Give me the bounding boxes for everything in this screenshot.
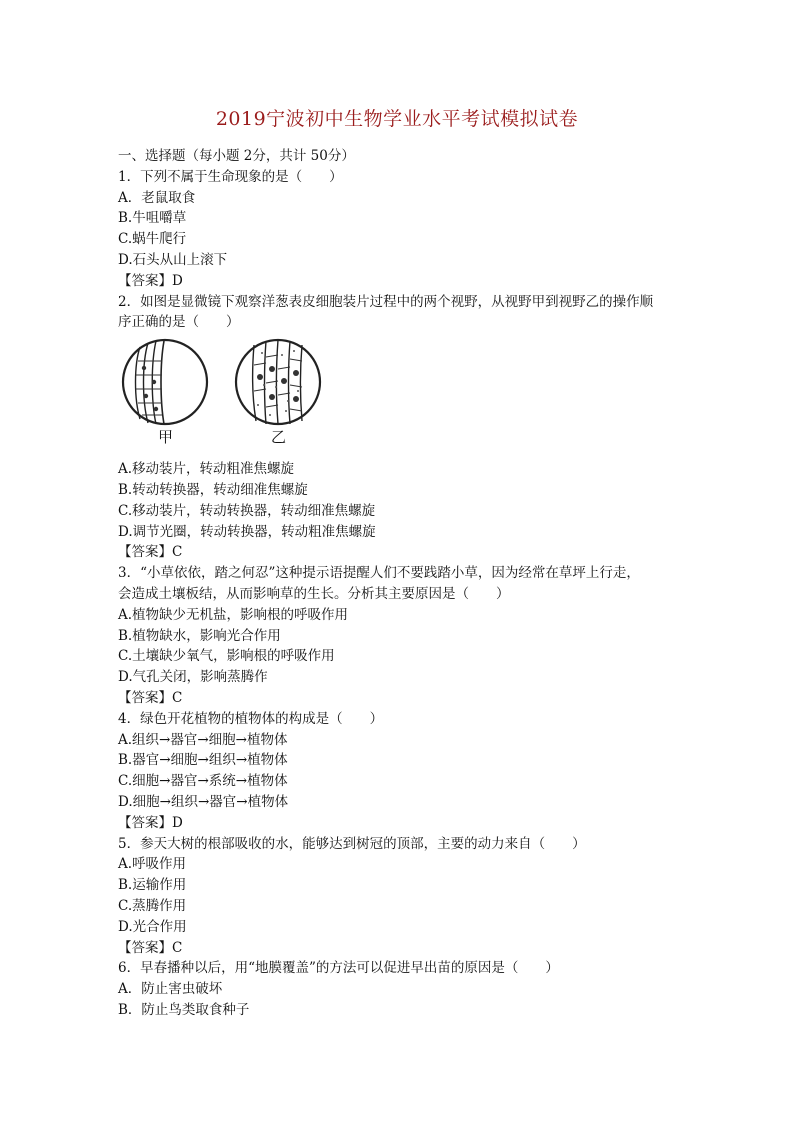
view-jia-drawing [123,340,207,424]
question-2-stem-line-2: 序正确的是（ ） [118,314,240,331]
question-4-option-a: A.组织→器官→细胞→植物体 [118,731,288,748]
page-title: 2019宁波初中生物学业水平考试模拟试卷 [215,108,579,130]
question-1-option-c: C.蜗牛爬行 [118,231,187,248]
microscope-views-illustration [118,335,338,459]
question-3-stem-line-1: 3．“小草依依，踏之何忍”这种提示语提醒人们不要践踏小草，因为经常在草坪上行走， [118,565,640,582]
question-5-stem: 5．参天大树的根部吸收的水，能够达到树冠的顶部，主要的动力来自（ ） [118,835,586,852]
question-5-option-c: C.蒸腾作用 [118,897,187,914]
section-heading: 一、选择题（每小题 2分，共计 50分） [118,148,355,164]
question-1-option-b: B.牛咀嚼草 [118,210,187,227]
view-yi-drawing [236,340,320,424]
question-4-option-d: D.细胞→组织→器官→植物体 [118,793,289,810]
question-2-option-b: B.转动转换器，转动细准焦螺旋 [118,481,308,498]
figure-label-jia: 甲 [158,428,174,447]
question-5-option-a: A.呼吸作用 [118,856,187,873]
question-4-stem: 4．绿色开花植物的植物体的构成是（ ） [118,710,384,727]
question-5-option-b: B.运输作用 [118,877,187,894]
question-6-option-a: A．防止害虫破坏 [118,981,223,998]
question-3-option-d: D.气孔关闭，影响蒸腾作 [118,669,268,686]
question-5-answer: 【答案】C [118,939,183,956]
question-6-option-b: B．防止鸟类取食种子 [118,1001,250,1018]
question-3-option-b: B.植物缺水，影响光合作用 [118,627,281,644]
question-2-option-d: D.调节光圈，转动转换器，转动粗准焦螺旋 [118,523,376,540]
question-2-stem-line-1: 2．如图是显微镜下观察洋葱表皮细胞装片过程中的两个视野，从视野甲到视野乙的操作顺 [118,293,654,310]
question-1-stem: 1．下列不属于生命现象的是（ ） [118,168,343,185]
question-1-answer: 【答案】D [118,272,183,289]
microscope-figure [118,335,678,459]
figure-label-yi: 乙 [271,428,287,447]
question-3-option-a: A.植物缺少无机盐，影响根的呼吸作用 [118,606,349,623]
question-1-option-d: D.石头从山上滚下 [118,251,228,268]
question-5-option-d: D.光合作用 [118,918,187,935]
question-3-option-c: C.土壤缺少氧气，影响根的呼吸作用 [118,648,335,665]
question-4-answer: 【答案】D [118,814,183,831]
question-1-option-a: A．老鼠取食 [118,189,196,206]
question-list [118,146,678,1021]
question-2-option-a: A.移动装片，转动粗准焦螺旋 [118,461,295,478]
question-4-option-c: C.细胞→器官→系统→植物体 [118,773,288,790]
question-3-stem-line-2: 会造成土壤板结，从而影响草的生长。分析其主要原因是（ ） [118,585,510,602]
question-4-option-b: B.器官→细胞→组织→植物体 [118,752,288,769]
question-6-stem: 6．早春播种以后，用“地膜覆盖”的方法可以促进早出苗的原因是（ ） [118,960,559,977]
question-2-option-c: C.移动装片，转动转换器，转动细准焦螺旋 [118,502,376,519]
question-2-answer: 【答案】C [118,544,183,561]
question-3-answer: 【答案】C [118,689,183,706]
